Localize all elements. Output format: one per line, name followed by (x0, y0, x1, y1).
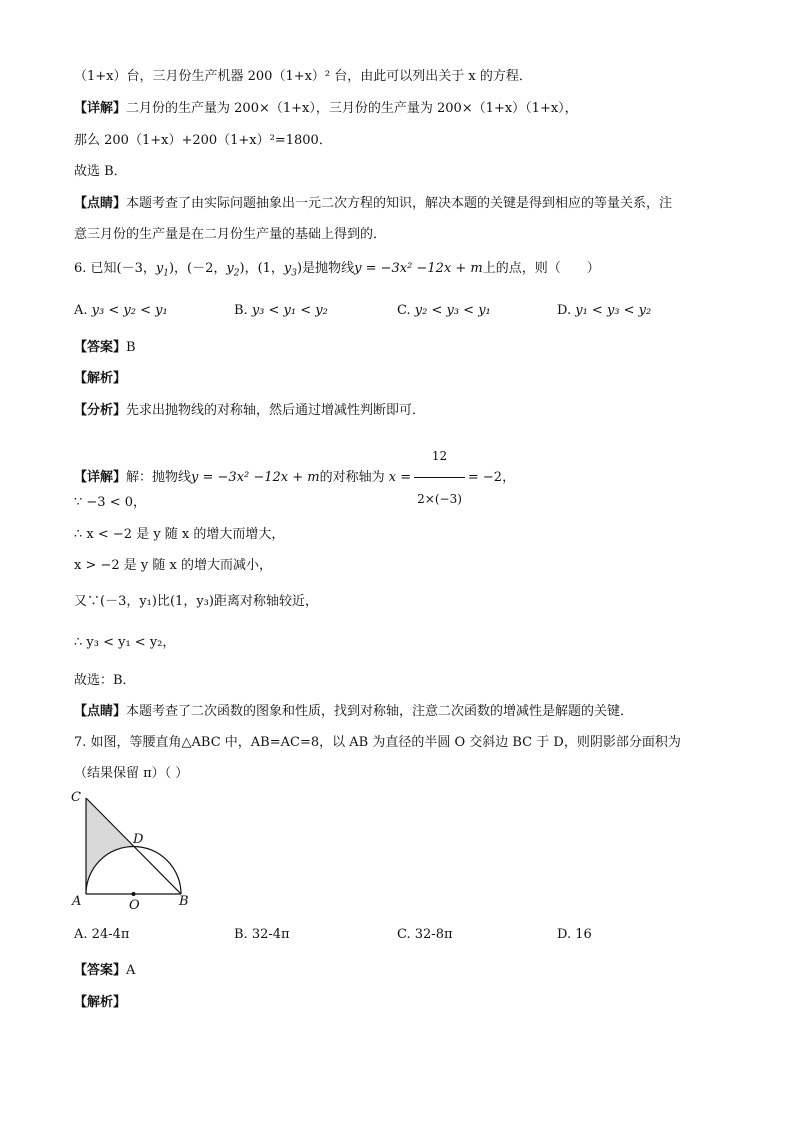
fenxi-line (74, 402, 425, 420)
stem-part: 上的点，则（ ） (482, 261, 600, 276)
stem-part: )是抛物线 (297, 261, 355, 276)
option-d[interactable] (557, 302, 651, 320)
geometry-figure (66, 786, 202, 910)
center-point (132, 892, 136, 896)
shaded-region (86, 798, 134, 894)
option-d[interactable] (557, 926, 592, 944)
option-text: y₃ < y₁ < y₂ (251, 303, 328, 318)
text-line: 那么 200（1+x）+200（1+x）²=1800． (74, 133, 332, 148)
option-text: 16 (575, 927, 592, 942)
text-line: 意三月份的生产量是在二月份生产量的基础上得到的． (74, 227, 387, 242)
label-d: D (133, 832, 144, 847)
conclusion-line: 故选：B． (74, 673, 136, 688)
answer-tag: 【答案】 (74, 963, 127, 978)
parabola-equation: y = −3x² −12x + m (354, 261, 483, 276)
detail-text: 二月份的生产量为 200×（1+x），三月份的生产量为 200×（1+x）（1+x）， (126, 101, 578, 116)
stem-part: )，(1， (239, 261, 284, 276)
text-line: （1+x）台，三月份生产机器 200（1+x）² 台，由此可以列出关于 x 的方程． (74, 69, 532, 84)
y2-symbol: $y_2$ (226, 261, 240, 279)
detail-line (74, 100, 578, 118)
fraction (414, 436, 465, 519)
comment-line (74, 195, 672, 213)
option-text: y₂ < y₃ < y₁ (414, 303, 491, 318)
fraction-denominator: 2×(−3) (417, 492, 462, 506)
y3-symbol: $y_3$ (283, 261, 298, 279)
option-label: D. (557, 927, 572, 942)
question-6-stem (74, 260, 600, 283)
detail-tag: 【详解】 (74, 101, 127, 116)
detail-tag: 【详解】 (74, 470, 127, 485)
question-7-stem: 7. 如图，等腰直角△ABC 中，AB=AC=8，以 AB 为直径的半圆 O 交斜边 BC 于 D，则阴影部分面积为 (74, 735, 681, 750)
option-text: 24-4π (91, 927, 130, 942)
option-label: C. (397, 927, 411, 942)
text-line: 故选 B． (74, 164, 127, 179)
y1-symbol: $y_1$ (155, 261, 169, 279)
fraction-numerator: 12 (414, 436, 465, 478)
option-label: A. (74, 927, 88, 942)
comment-tag: 【点睛】 (74, 196, 127, 211)
step-line: ∴ x < −2 是 y 随 x 的增大而增大， (74, 527, 285, 542)
answer-tag: 【答案】 (74, 340, 127, 355)
detail-text: 解：抛物线 (126, 470, 192, 485)
option-label: A. (74, 303, 88, 318)
answer-value: A (126, 963, 136, 978)
answer-line (74, 339, 136, 357)
option-a[interactable] (74, 302, 168, 320)
option-label: B. (234, 303, 248, 318)
label-c: C (71, 790, 81, 805)
label-o: O (129, 898, 140, 910)
comment-line (74, 703, 633, 721)
option-b[interactable] (234, 302, 328, 320)
comment-text: 本题考查了二次函数的图象和性质，找到对称轴，注意二次函数的增减性是解题的关键． (126, 704, 634, 719)
comment-tag: 【点睛】 (74, 704, 127, 719)
fenxi-text: 先求出抛物线的对称轴，然后通过增减性判断即可． (126, 403, 426, 418)
option-c[interactable] (397, 302, 491, 320)
step-line: ∴ y₃ < y₁ < y₂， (74, 635, 176, 650)
step-line: x > −2 是 y 随 x 的增大而减小， (74, 558, 272, 573)
option-text: 32-4π (251, 927, 290, 942)
option-label: C. (397, 303, 411, 318)
option-label: B. (234, 927, 248, 942)
question-7-stem: （结果保留 π）（ ） (74, 766, 189, 781)
option-a[interactable] (74, 926, 129, 944)
axis-lhs: x = (388, 470, 412, 485)
option-label: D. (557, 303, 572, 318)
analysis-tag: 【解析】 (74, 995, 127, 1010)
comment-text: 本题考查了由实际问题抽象出一元二次方程的知识，解决本题的关键是得到相应的等量关系，注 (126, 196, 673, 211)
fenxi-tag: 【分析】 (74, 403, 127, 418)
step-line: 又∵(－3，y₁)比(1，y₃)距离对称轴较近， (74, 594, 318, 609)
label-b: B (179, 894, 189, 909)
stem-part: )，(－2， (168, 261, 227, 276)
answer-line (74, 962, 135, 980)
option-text: y₁ < y₃ < y₂ (575, 303, 652, 318)
option-text: y₃ < y₂ < y₁ (91, 303, 168, 318)
step-line: ∵ −3 < 0， (74, 495, 146, 510)
answer-value: B (126, 340, 136, 355)
option-b[interactable] (234, 926, 290, 944)
option-c[interactable] (397, 926, 453, 944)
parabola-equation: y = −3x² −12x + m (191, 470, 320, 485)
stem-part: 6. 已知(－3， (74, 261, 156, 276)
detail-text: 的对称轴为 (319, 470, 385, 485)
axis-rhs: = −2， (467, 470, 516, 485)
option-text: 32-8π (414, 927, 453, 942)
label-a: A (72, 894, 82, 909)
analysis-tag: 【解析】 (74, 371, 127, 386)
